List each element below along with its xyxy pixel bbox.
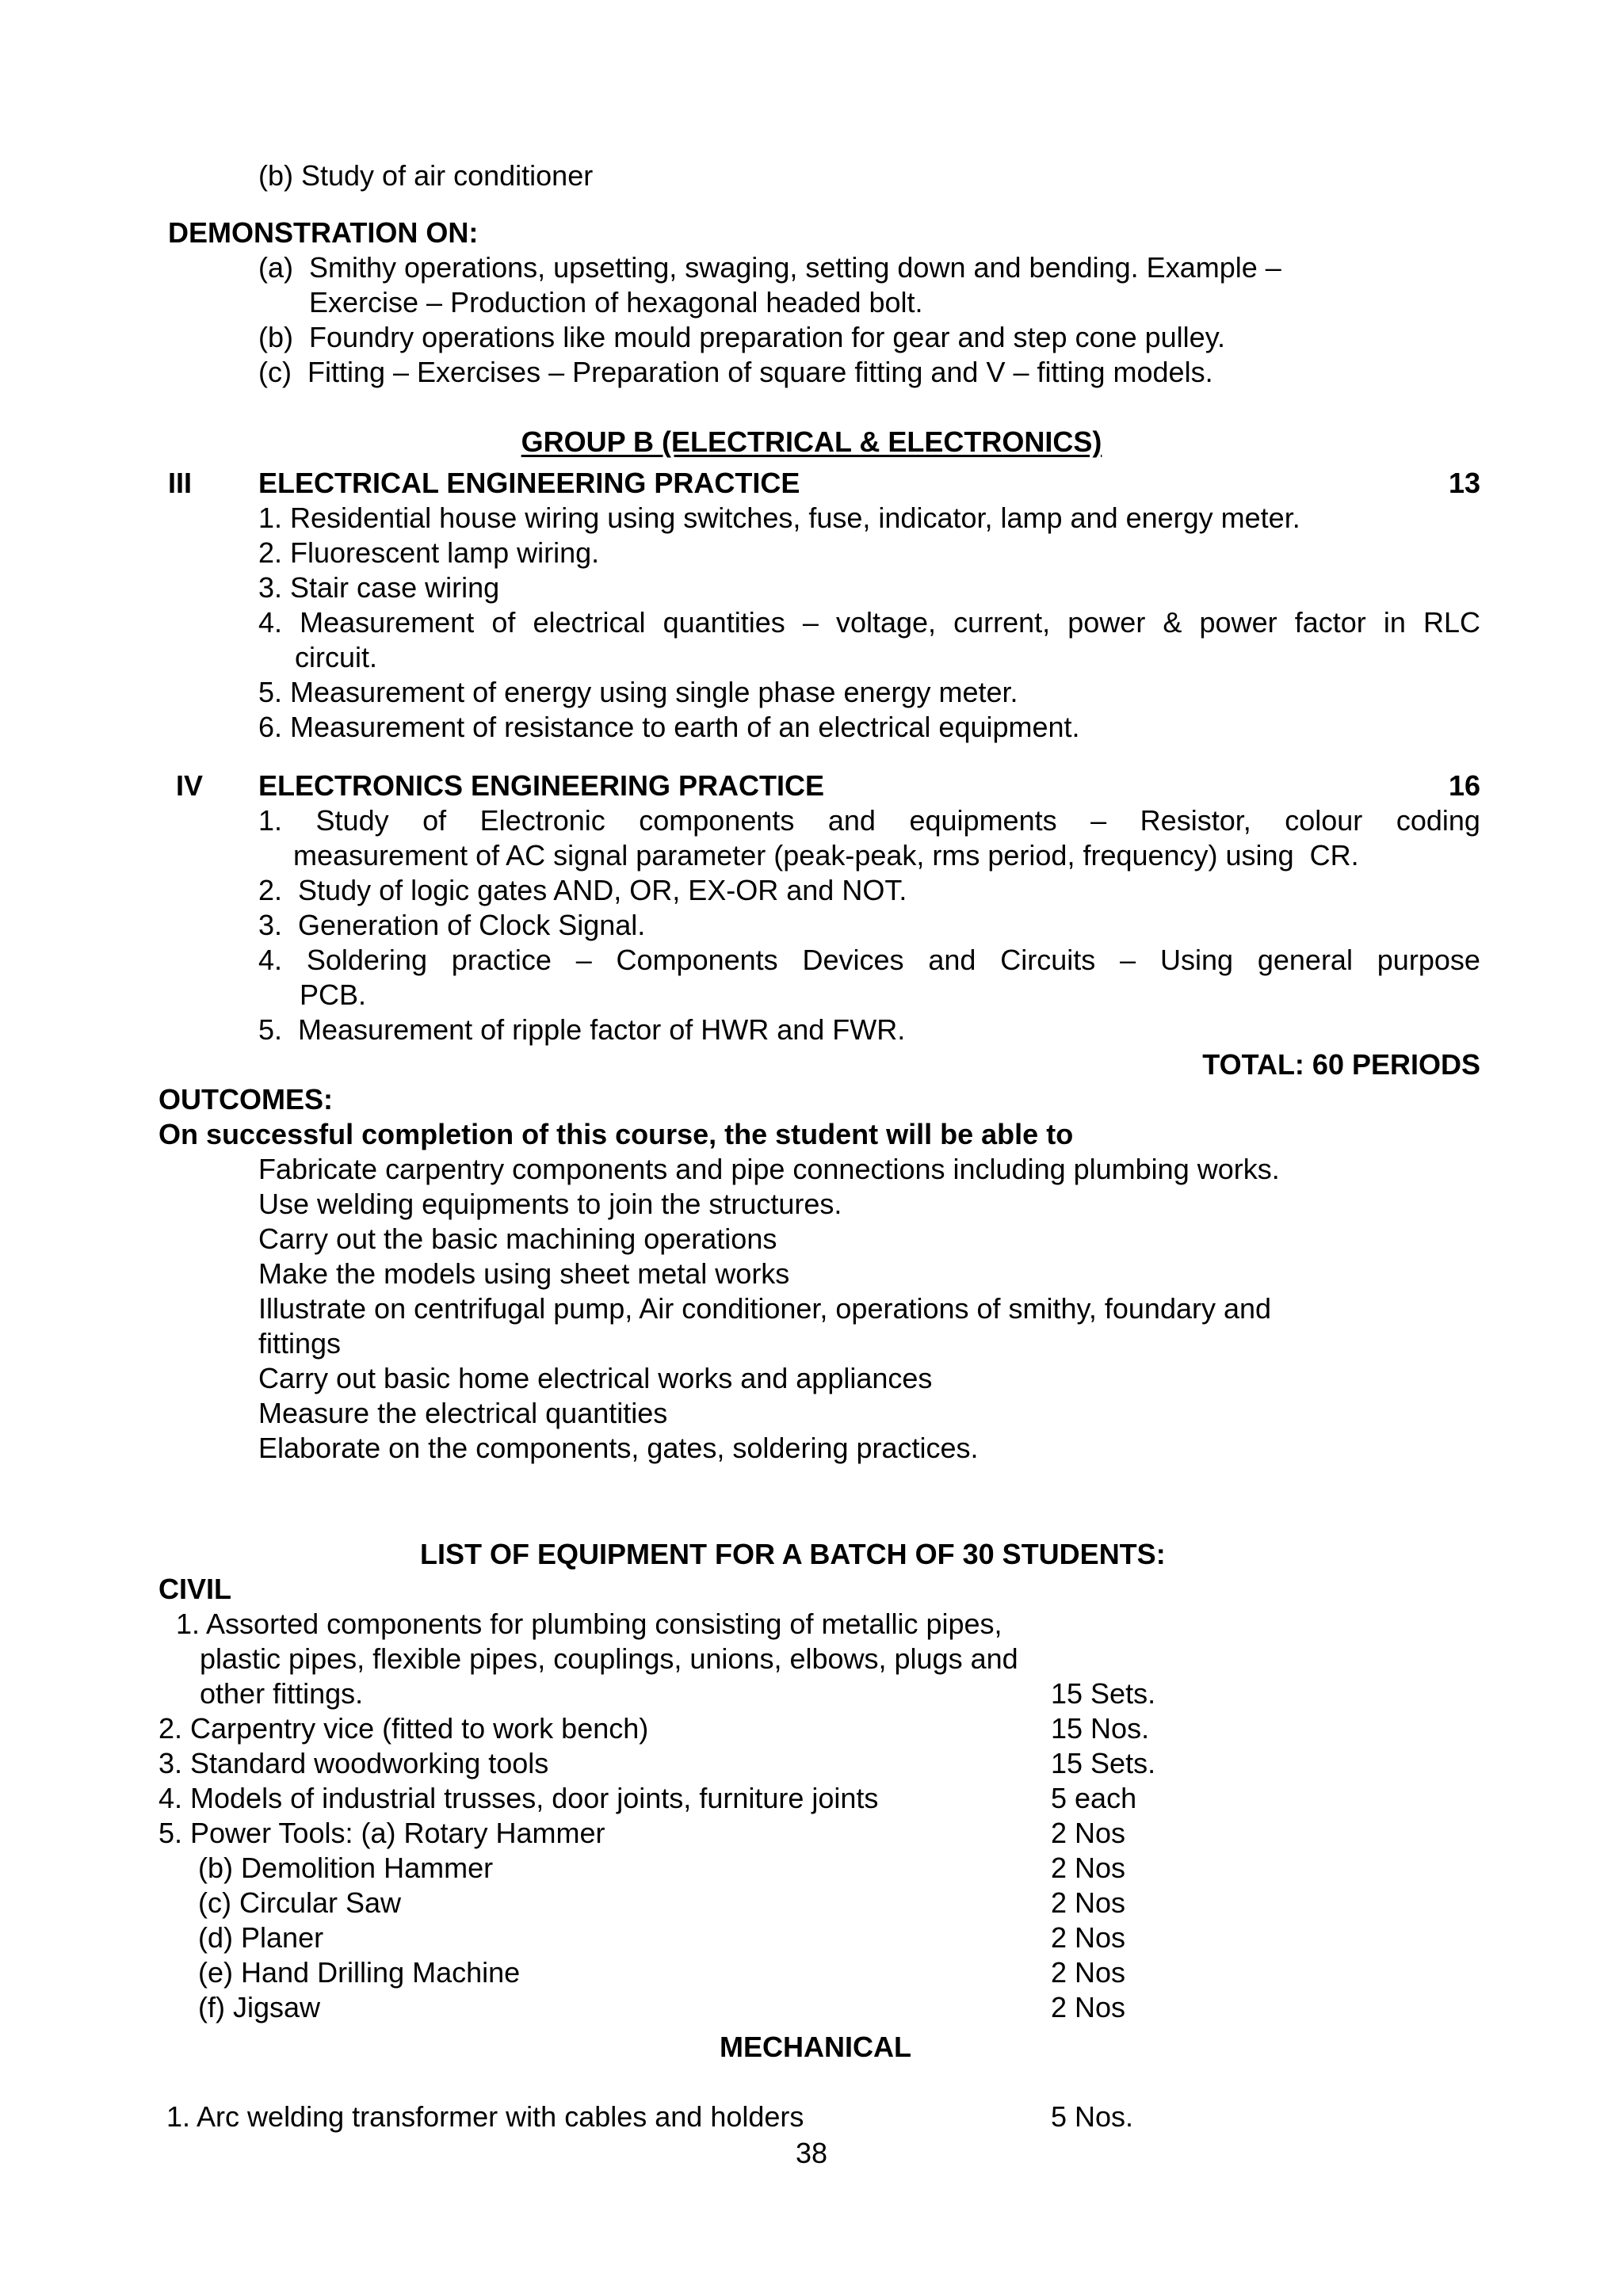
- equipment-qty: 15 Sets.: [1051, 1747, 1156, 1779]
- equipment-qty: 2 Nos: [1051, 1817, 1126, 1849]
- page-number: 38: [795, 2137, 828, 2169]
- outcome-item: Carry out the basic machining operations: [258, 1222, 777, 1255]
- word: factor: [1294, 606, 1366, 639]
- study-air-conditioner-item: (b) Study of air conditioner: [258, 159, 594, 192]
- word: power: [1067, 606, 1146, 639]
- word: of: [491, 606, 516, 639]
- word: current,: [953, 606, 1051, 639]
- unit-iv-item-2: 2. Study of logic gates AND, OR, EX-OR and NOT.: [258, 874, 907, 906]
- word: –: [1120, 944, 1136, 976]
- word: Soldering: [306, 944, 427, 976]
- group-b-heading: GROUP B (ELECTRICAL & ELECTRONICS): [521, 425, 1102, 458]
- demonstration-item-a-cont: Exercise – Production of hexagonal headed bolt.: [309, 286, 923, 318]
- unit-iii-item-3: 3. Stair case wiring: [258, 571, 500, 604]
- equipment-qty: 5 Nos.: [1051, 2100, 1134, 2133]
- equipment-qty: 2 Nos: [1051, 1991, 1126, 2023]
- word: quantities: [663, 606, 785, 639]
- equipment-item: 1. Arc welding transformer with cables and holders: [158, 2100, 804, 2133]
- equipment-item: (f) Jigsaw: [158, 1991, 321, 2023]
- word: –: [1090, 804, 1107, 837]
- equipment-qty: 2 Nos: [1051, 1921, 1126, 1954]
- outcome-item: Make the models using sheet metal works: [258, 1257, 790, 1290]
- unit-iv-item-3: 3. Generation of Clock Signal.: [258, 909, 646, 941]
- word: –: [575, 944, 592, 976]
- unit-iv-title: ELECTRONICS ENGINEERING PRACTICE: [258, 769, 825, 802]
- word: equipments: [909, 804, 1057, 837]
- word: 4.: [258, 606, 283, 639]
- equipment-item: other fittings.: [168, 1677, 364, 1710]
- equipment-item: (c) Circular Saw: [158, 1886, 402, 1919]
- unit-iv-item-4: [258, 946, 1480, 974]
- word: 4.: [258, 944, 283, 976]
- unit-iv-item-5: 5. Measurement of ripple factor of HWR and FWR.: [258, 1013, 906, 1046]
- word: in: [1383, 606, 1406, 639]
- equipment-item: 4. Models of industrial trusses, door joints, furniture joints: [158, 1782, 879, 1814]
- unit-iv-item-4-cont: PCB.: [300, 978, 367, 1011]
- word: components: [639, 804, 795, 837]
- unit-iii-number: III: [168, 467, 193, 499]
- word: purpose: [1377, 944, 1480, 976]
- equipment-qty: 2 Nos: [1051, 1852, 1126, 1884]
- unit-iv-item-1-cont: measurement of AC signal parameter (peak-peak, rms period, frequency) using CR.: [293, 839, 1359, 871]
- equipment-item: (d) Planer: [158, 1921, 324, 1954]
- unit-iii-item-6: 6. Measurement of resistance to earth of an electrical equipment.: [258, 711, 1080, 743]
- demonstration-item-a: (a) Smithy operations, upsetting, swaging, setting down and bending. Example –: [258, 251, 1281, 284]
- equipment-item: 2. Carpentry vice (fitted to work bench): [158, 1712, 649, 1745]
- outcome-item: Measure the electrical quantities: [258, 1397, 668, 1429]
- unit-iii-item-2: 2. Fluorescent lamp wiring.: [258, 536, 600, 569]
- word: Resistor,: [1140, 804, 1251, 837]
- outcome-item: Use welding equipments to join the structures.: [258, 1188, 842, 1220]
- unit-iv-periods: 16: [1448, 769, 1480, 802]
- word: Measurement: [300, 606, 475, 639]
- word: Using: [1159, 944, 1234, 976]
- word: &: [1163, 606, 1182, 639]
- outcomes-intro: On successful completion of this course, the student will be able to: [158, 1118, 1074, 1150]
- word: Study: [315, 804, 389, 837]
- equipment-qty: 2 Nos: [1051, 1956, 1126, 1989]
- outcome-item: Carry out basic home electrical works and appliances: [258, 1362, 933, 1394]
- word: voltage,: [835, 606, 937, 639]
- demonstration-item-c: (c) Fitting – Exercises – Preparation of square fitting and V – fitting models.: [258, 356, 1213, 388]
- word: Circuits: [1000, 944, 1096, 976]
- equipment-heading: LIST OF EQUIPMENT FOR A BATCH OF 30 STUDENTS:: [420, 1538, 1166, 1570]
- civil-heading: CIVIL: [158, 1573, 232, 1605]
- word: coding: [1396, 804, 1480, 837]
- word: –: [802, 606, 819, 639]
- unit-iv-item-1: [258, 804, 1480, 837]
- outcome-item: Fabricate carpentry components and pipe connections including plumbing works.: [258, 1153, 1280, 1185]
- mechanical-heading: MECHANICAL: [720, 2031, 911, 2063]
- word: power: [1199, 606, 1277, 639]
- unit-iii-title: ELECTRICAL ENGINEERING PRACTICE: [258, 467, 800, 499]
- word: and: [827, 804, 876, 837]
- equipment-item: 1. Assorted components for plumbing consisting of metallic pipes,: [168, 1608, 1002, 1640]
- word: 1.: [258, 804, 283, 837]
- word: general: [1257, 944, 1353, 976]
- word: RLC: [1423, 606, 1480, 639]
- equipment-item: plastic pipes, flexible pipes, couplings, unions, elbows, plugs and: [168, 1642, 1018, 1675]
- equipment-qty: 15 Nos.: [1051, 1712, 1150, 1745]
- equipment-qty: 2 Nos: [1051, 1886, 1126, 1919]
- outcome-item: fittings: [258, 1327, 342, 1360]
- demonstration-heading: DEMONSTRATION ON:: [168, 216, 479, 249]
- word: electrical: [533, 606, 646, 639]
- demonstration-item-b: (b) Foundry operations like mould preparation for gear and step cone pulley.: [258, 321, 1226, 353]
- total-periods: TOTAL: 60 PERIODS: [1202, 1048, 1480, 1081]
- unit-iii-item-1: 1. Residential house wiring using switches, fuse, indicator, lamp and energy meter.: [258, 502, 1300, 534]
- outcome-item: Elaborate on the components, gates, soldering practices.: [258, 1432, 979, 1464]
- word: of: [422, 804, 447, 837]
- word: and: [928, 944, 976, 976]
- outcome-item: Illustrate on centrifugal pump, Air conditioner, operations of smithy, foundary and: [258, 1292, 1272, 1325]
- unit-iii-item-4-cont: circuit.: [295, 641, 378, 673]
- unit-iii-periods: 13: [1448, 467, 1480, 499]
- equipment-item: 5. Power Tools: (a) Rotary Hammer: [158, 1817, 605, 1849]
- equipment-item: 3. Standard woodworking tools: [158, 1747, 549, 1779]
- word: colour: [1285, 804, 1363, 837]
- unit-iii-item-5: 5. Measurement of energy using single phase energy meter.: [258, 676, 1018, 708]
- equipment-qty: 5 each: [1051, 1782, 1137, 1814]
- word: Components: [616, 944, 778, 976]
- equipment-qty: 15 Sets.: [1051, 1677, 1156, 1710]
- unit-iv-number: IV: [176, 769, 204, 802]
- word: Devices: [802, 944, 904, 976]
- equipment-item: (b) Demolition Hammer: [158, 1852, 494, 1884]
- outcomes-heading: OUTCOMES:: [158, 1083, 333, 1116]
- word: Electronic: [479, 804, 605, 837]
- word: practice: [451, 944, 552, 976]
- unit-iii-item-4: [258, 608, 1480, 637]
- equipment-item: (e) Hand Drilling Machine: [158, 1956, 521, 1989]
